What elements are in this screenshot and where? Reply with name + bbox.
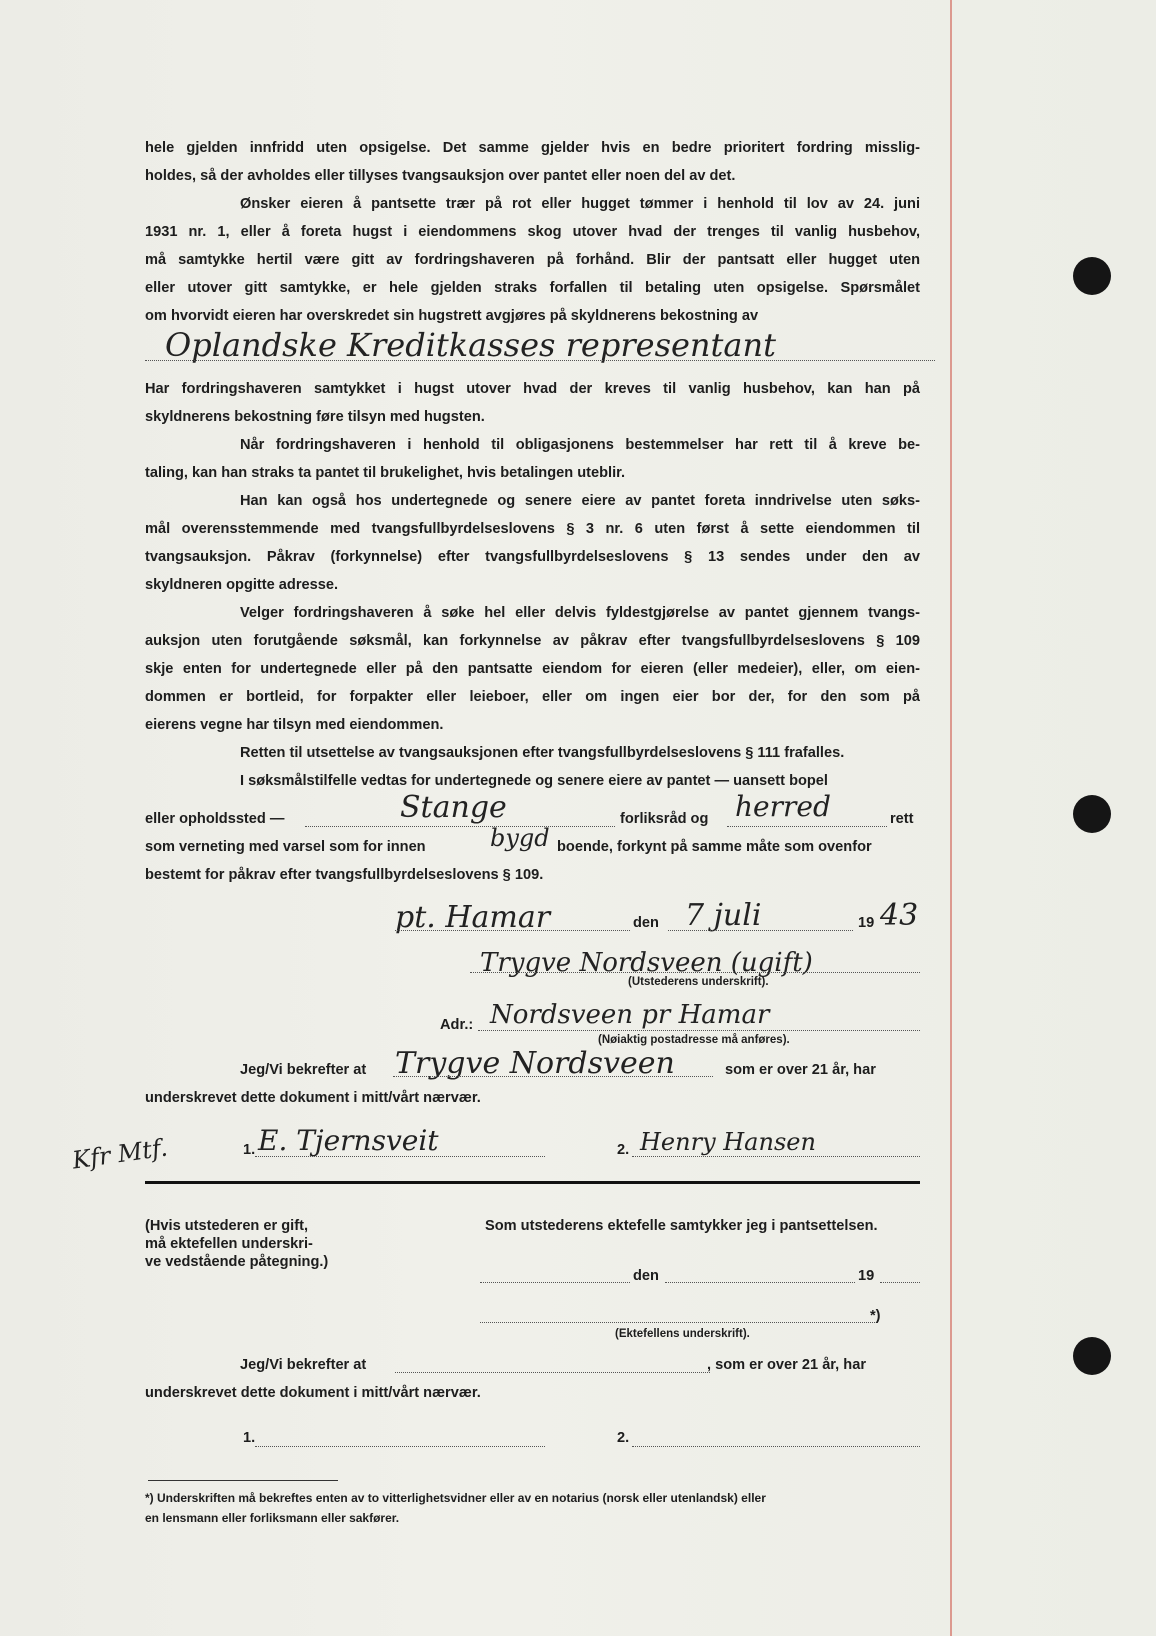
footnote-rule — [148, 1480, 338, 1481]
handwritten-place: pt. Hamar — [395, 900, 551, 935]
footnote-line: en lensmann eller forliksmann eller sakfører. — [145, 1511, 400, 1525]
text-line: Når fordringshaveren i henhold til obligasjonens bestemmelser har rett til å kreve be- — [240, 437, 920, 453]
spouse-confirm-label: Jeg/Vi bekrefter at — [240, 1357, 367, 1373]
fill-line — [880, 1282, 920, 1283]
text-line: 1931 nr. 1, eller å foreta hugst i eiendommens skog utover hvad der trenges til vanlig husbehov, — [145, 224, 920, 240]
fill-line — [470, 972, 920, 973]
venue-line2: som verneting med varsel som for innen — [145, 839, 426, 855]
section-divider — [145, 1181, 920, 1184]
text-line: må samtykke hertil være gitt av fordringshaveren på forhånd. Blir der pantsatt eller hugget uten — [145, 252, 920, 268]
text-line: tvangsauksjon. Påkrav (forkynnelse) efter tvangsfullbyrdelseslovens § 13 sendes under den av — [145, 549, 920, 565]
punch-hole — [1073, 1337, 1111, 1375]
punch-hole — [1073, 795, 1111, 833]
spouse-note-line: (Hvis utstederen er gift, — [145, 1218, 308, 1234]
issuer-caption: (Utstederens underskrift). — [628, 976, 769, 988]
confirm-label: Jeg/Vi bekrefter at — [240, 1062, 367, 1078]
fill-line — [395, 1372, 710, 1373]
text-line: mål overensstemmende med tvangsfullbyrdelseslovens § 3 nr. 6 uten først å sette eiendommen til — [145, 521, 920, 537]
issuer-signature: Trygve Nordsveen (ugift) — [480, 948, 813, 978]
fill-line — [727, 826, 887, 827]
text-line: dommen er bortleid, for forpakter eller leieboer, eller om ingen eier bor der, for den som på — [145, 689, 920, 705]
fill-line — [478, 1030, 920, 1031]
text-line: auksjon uten forutgående søksmål, kan forkynnelse av påkrav efter tvangsfullbyrdelseslovens § 109 — [145, 633, 920, 649]
spouse-caption: (Ektefellens underskrift). — [615, 1328, 750, 1340]
spouse-witness-2-number: 2. — [617, 1430, 630, 1446]
address-label: Adr.: — [440, 1017, 474, 1033]
confirm-suffix: som er over 21 år, har — [725, 1062, 876, 1078]
handwritten-court-type: herred — [735, 790, 831, 823]
spouse-consent: Som utstederens ektefelle samtykker jeg i pantsettelsen. — [485, 1218, 878, 1234]
handwritten-court-extra: bygd — [490, 824, 550, 852]
witness-2-number: 2. — [617, 1142, 630, 1158]
fill-line — [393, 1076, 713, 1077]
fill-line — [632, 1446, 920, 1447]
fill-line — [255, 1156, 545, 1157]
text-line: hele gjelden innfridd uten opsigelse. Det samme gjelder hvis en bedre prioritert fordring misslig- — [145, 140, 920, 156]
text-line: Retten til utsettelse av tvangsauksjonen efter tvangsfullbyrdelseslovens § 111 frafalles. — [240, 745, 845, 761]
spouse-note-line: må ektefellen underskri- — [145, 1236, 313, 1252]
venue-suffix: rett — [890, 811, 914, 827]
witness-1-number: 1. — [243, 1142, 256, 1158]
fill-line — [632, 1156, 920, 1157]
punch-hole — [1073, 257, 1111, 295]
spouse-star: *) — [870, 1308, 881, 1324]
handwritten-address: Nordsveen pr Hamar — [490, 1000, 770, 1030]
spouse-year-prefix: 19 — [858, 1268, 875, 1284]
fill-line — [255, 1446, 545, 1447]
margin-line — [950, 0, 952, 1636]
text-line: skyldneren opgitte adresse. — [145, 577, 339, 593]
venue-prefix: eller opholdssted — — [145, 811, 285, 827]
handwritten-date: 7 juli — [685, 898, 762, 933]
fill-line — [665, 1282, 855, 1283]
fill-line — [480, 1282, 630, 1283]
text-line: skyldnerens bekostning føre tilsyn med hugsten. — [145, 409, 485, 425]
text-line: Ønsker eieren å pantsette trær på rot eller hugget tømmer i henhold til lov av 24. juni — [240, 196, 920, 212]
venue-mid: forliksråd og — [620, 811, 709, 827]
spouse-witness-1-number: 1. — [243, 1430, 256, 1446]
spouse-confirm-suffix: , som er over 21 år, har — [707, 1357, 866, 1373]
witness-1-signature: E. Tjernsveit — [258, 1124, 439, 1157]
venue-line2b: boende, forkynt på samme måte som ovenfor — [557, 839, 872, 855]
date-den-label: den — [633, 915, 659, 931]
margin-note: Kfr Mtf. — [70, 1133, 170, 1175]
spouse-confirm-line2: underskrevet dette dokument i mitt/vårt nærvær. — [145, 1385, 481, 1401]
witness-2-signature: Henry Hansen — [640, 1128, 816, 1156]
handwritten-confirmed-name: Trygve Nordsveen — [395, 1046, 675, 1081]
text-line: eller utover gitt samtykke, er hele gjelden straks forfallen til betaling uten opsigelse. Spørsmålet — [145, 280, 920, 296]
venue-line3: bestemt for påkrav efter tvangsfullbyrdelseslovens § 109. — [145, 867, 544, 883]
fill-line — [395, 930, 630, 931]
text-line: skje enten for undertegnede eller på den pantsatte eiendom for eieren (eller medeier), eller, om eien- — [145, 661, 920, 677]
text-line: holdes, så der avholdes eller tillyses tvangsauksjon over pantet eller noen del av det. — [145, 168, 736, 184]
fill-line — [668, 930, 853, 931]
fill-line — [145, 360, 935, 361]
confirm-line2: underskrevet dette dokument i mitt/vårt nærvær. — [145, 1090, 481, 1106]
fill-line — [305, 826, 615, 827]
spouse-den-label: den — [633, 1268, 659, 1284]
footnote-line: *) Underskriften må bekreftes enten av to vitterlighetsvidner eller av en notarius (norsk eller utenlandsk) eller — [145, 1491, 766, 1505]
fill-line — [480, 1322, 875, 1323]
text-line: taling, kan han straks ta pantet til brukelighet, hvis betalingen uteblir. — [145, 465, 626, 481]
handwritten-court-place: Stange — [400, 790, 507, 825]
text-line: om hvorvidt eieren har overskredet sin hugstrett avgjøres på skyldnerens bekostning av — [145, 308, 759, 324]
text-line: Han kan også hos undertegnede og senere eiere av pantet foreta inndrivelse uten søks- — [240, 493, 920, 509]
handwritten-representative: Oplandske Kreditkasses representant — [165, 326, 776, 364]
text-line: I søksmålstilfelle vedtas for undertegnede og senere eiere av pantet — uansett bopel — [240, 773, 828, 789]
text-line: Har fordringshaveren samtykket i hugst utover hvad der kreves til vanlig husbehov, kan han på — [145, 381, 920, 397]
spouse-note-line: ve vedstående påtegning.) — [145, 1254, 329, 1270]
handwritten-year: 43 — [880, 898, 919, 933]
text-line: Velger fordringshaveren å søke hel eller delvis fyldestgjørelse av pantet gjennem tvangs- — [240, 605, 920, 621]
text-line: eierens vegne har tilsyn med eiendommen. — [145, 717, 444, 733]
address-caption: (Nøiaktig postadresse må anføres). — [598, 1034, 790, 1046]
year-prefix: 19 — [858, 915, 875, 931]
